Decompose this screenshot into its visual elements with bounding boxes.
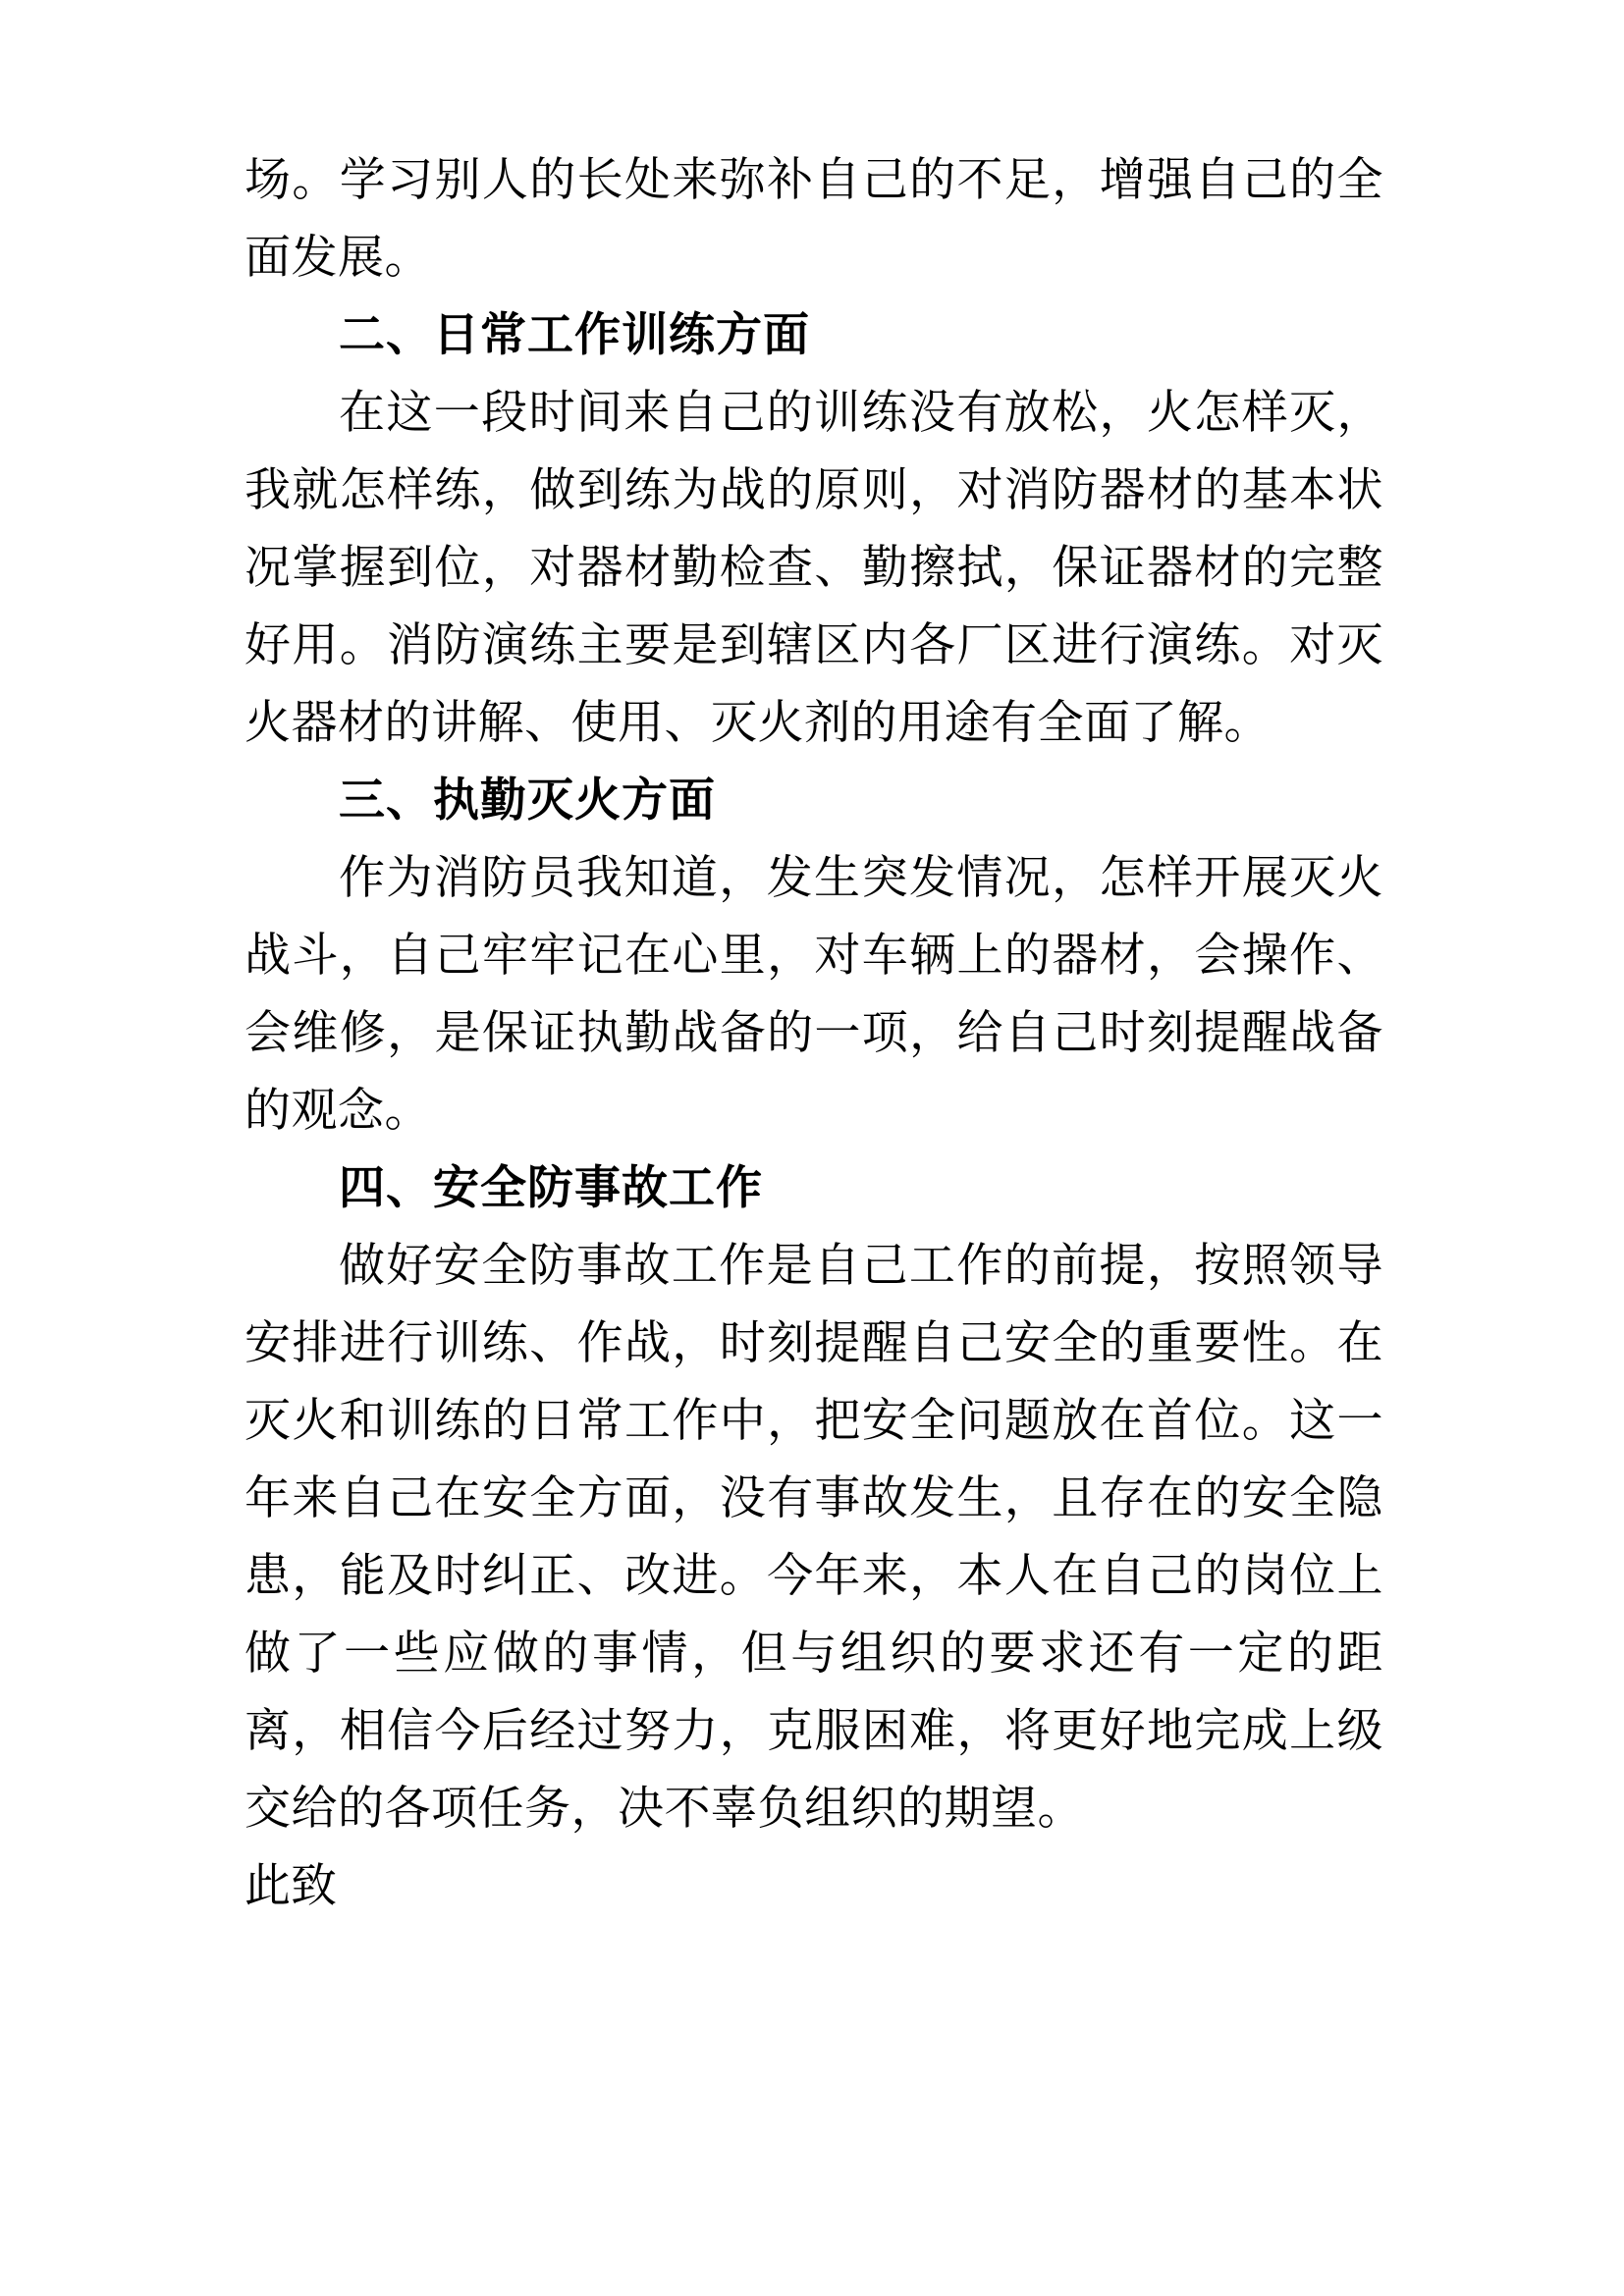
heading-section-two: 二、日常工作训练方面 — [339, 308, 810, 360]
paragraph-section-three: 作为消防员我知道，发生突发情况，怎样开展灭火战斗，自己牢牢记在心里，对车辆上的器材，会操作、会维修，是保证执勤战备的一项，给自己时刻提醒战备的观念。 — [244, 851, 1383, 1136]
document-text-body — [244, 140, 1383, 1924]
paragraph-section-four: 做好安全防事故工作是自己工作的前提，按照领导安排进行训练、作战，时刻提醒自己安全的重要性。在灭火和训练的日常工作中，把安全问题放在首位。这一年来自己在安全方面，没有事故发生，且存在的安全隐患，能及时纠正、改进。今年来，本人在自己的岗位上做了一些应做的事情，但与组织的要求还有一定的距离，相信今后经过努力，克服困难，将更好地完成上级交给的各项任务，决不辜负组织的期望。 — [244, 1239, 1383, 1834]
closing-salutation: 此致 — [244, 1859, 337, 1911]
paragraph-section-two: 在这一段时间来自己的训练没有放松，火怎样灭，我就怎样练，做到练为战的原则，对消防器材的基本状况掌握到位，对器材勤检查、勤擦拭，保证器材的完整好用。消防演练主要是到辖区内各厂区进行演练。对灭火器材的讲解、使用、灭火剂的用途有全面了解。 — [244, 386, 1383, 748]
paragraph-continued: 场。学习别人的长处来弥补自己的不足，增强自己的全面发展。 — [244, 153, 1383, 283]
heading-section-four: 四、安全防事故工作 — [339, 1161, 763, 1213]
heading-section-three: 三、执勤灭火方面 — [339, 774, 716, 826]
